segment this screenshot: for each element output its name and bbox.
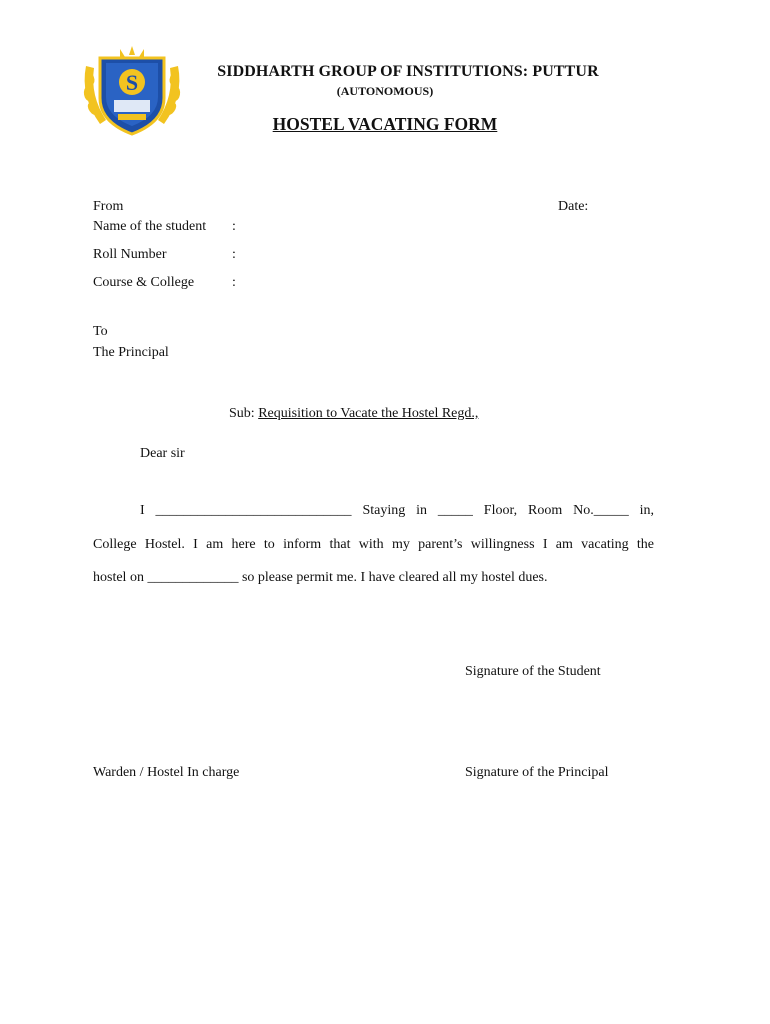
institution-name: SIDDHARTH GROUP OF INSTITUTIONS: PUTTUR — [217, 63, 599, 80]
course-college-label: Course & College — [93, 275, 195, 290]
addressee: The Principal — [93, 345, 169, 360]
body-line-1: I ____________________________ Staying in _____ Floor, Room No._____ in, — [140, 503, 654, 518]
subject-prefix: Sub: — [229, 406, 259, 421]
course-college-separator: : — [232, 275, 236, 290]
body-line-3: hostel on _____________ so please permit me. I have cleared all my hostel dues. — [93, 570, 548, 585]
student-signature: Signature of the Student — [465, 664, 601, 679]
roll-number-separator: : — [232, 247, 236, 262]
to-label: To — [93, 324, 108, 339]
student-name-label: Name of the student — [93, 219, 207, 234]
form-title: HOSTEL VACATING FORM — [272, 114, 498, 134]
student-name-separator: : — [232, 219, 236, 234]
principal-signature: Signature of the Principal — [465, 765, 609, 780]
from-label: From — [93, 199, 124, 214]
roll-number-label: Roll Number — [93, 247, 167, 262]
warden-signature: Warden / Hostel In charge — [93, 765, 240, 780]
body-line-2: College Hostel. I am here to inform that with my parent’s willingness I am vacating the — [93, 537, 654, 552]
institution-status: (AUTONOMOUS) — [336, 84, 434, 98]
subject-line — [229, 406, 478, 422]
date-label: Date: — [558, 199, 589, 214]
salutation: Dear sir — [140, 446, 185, 461]
svg-text:S: S — [125, 70, 139, 95]
subject-text: Requisition to Vacate the Hostel Regd., — [258, 406, 479, 421]
